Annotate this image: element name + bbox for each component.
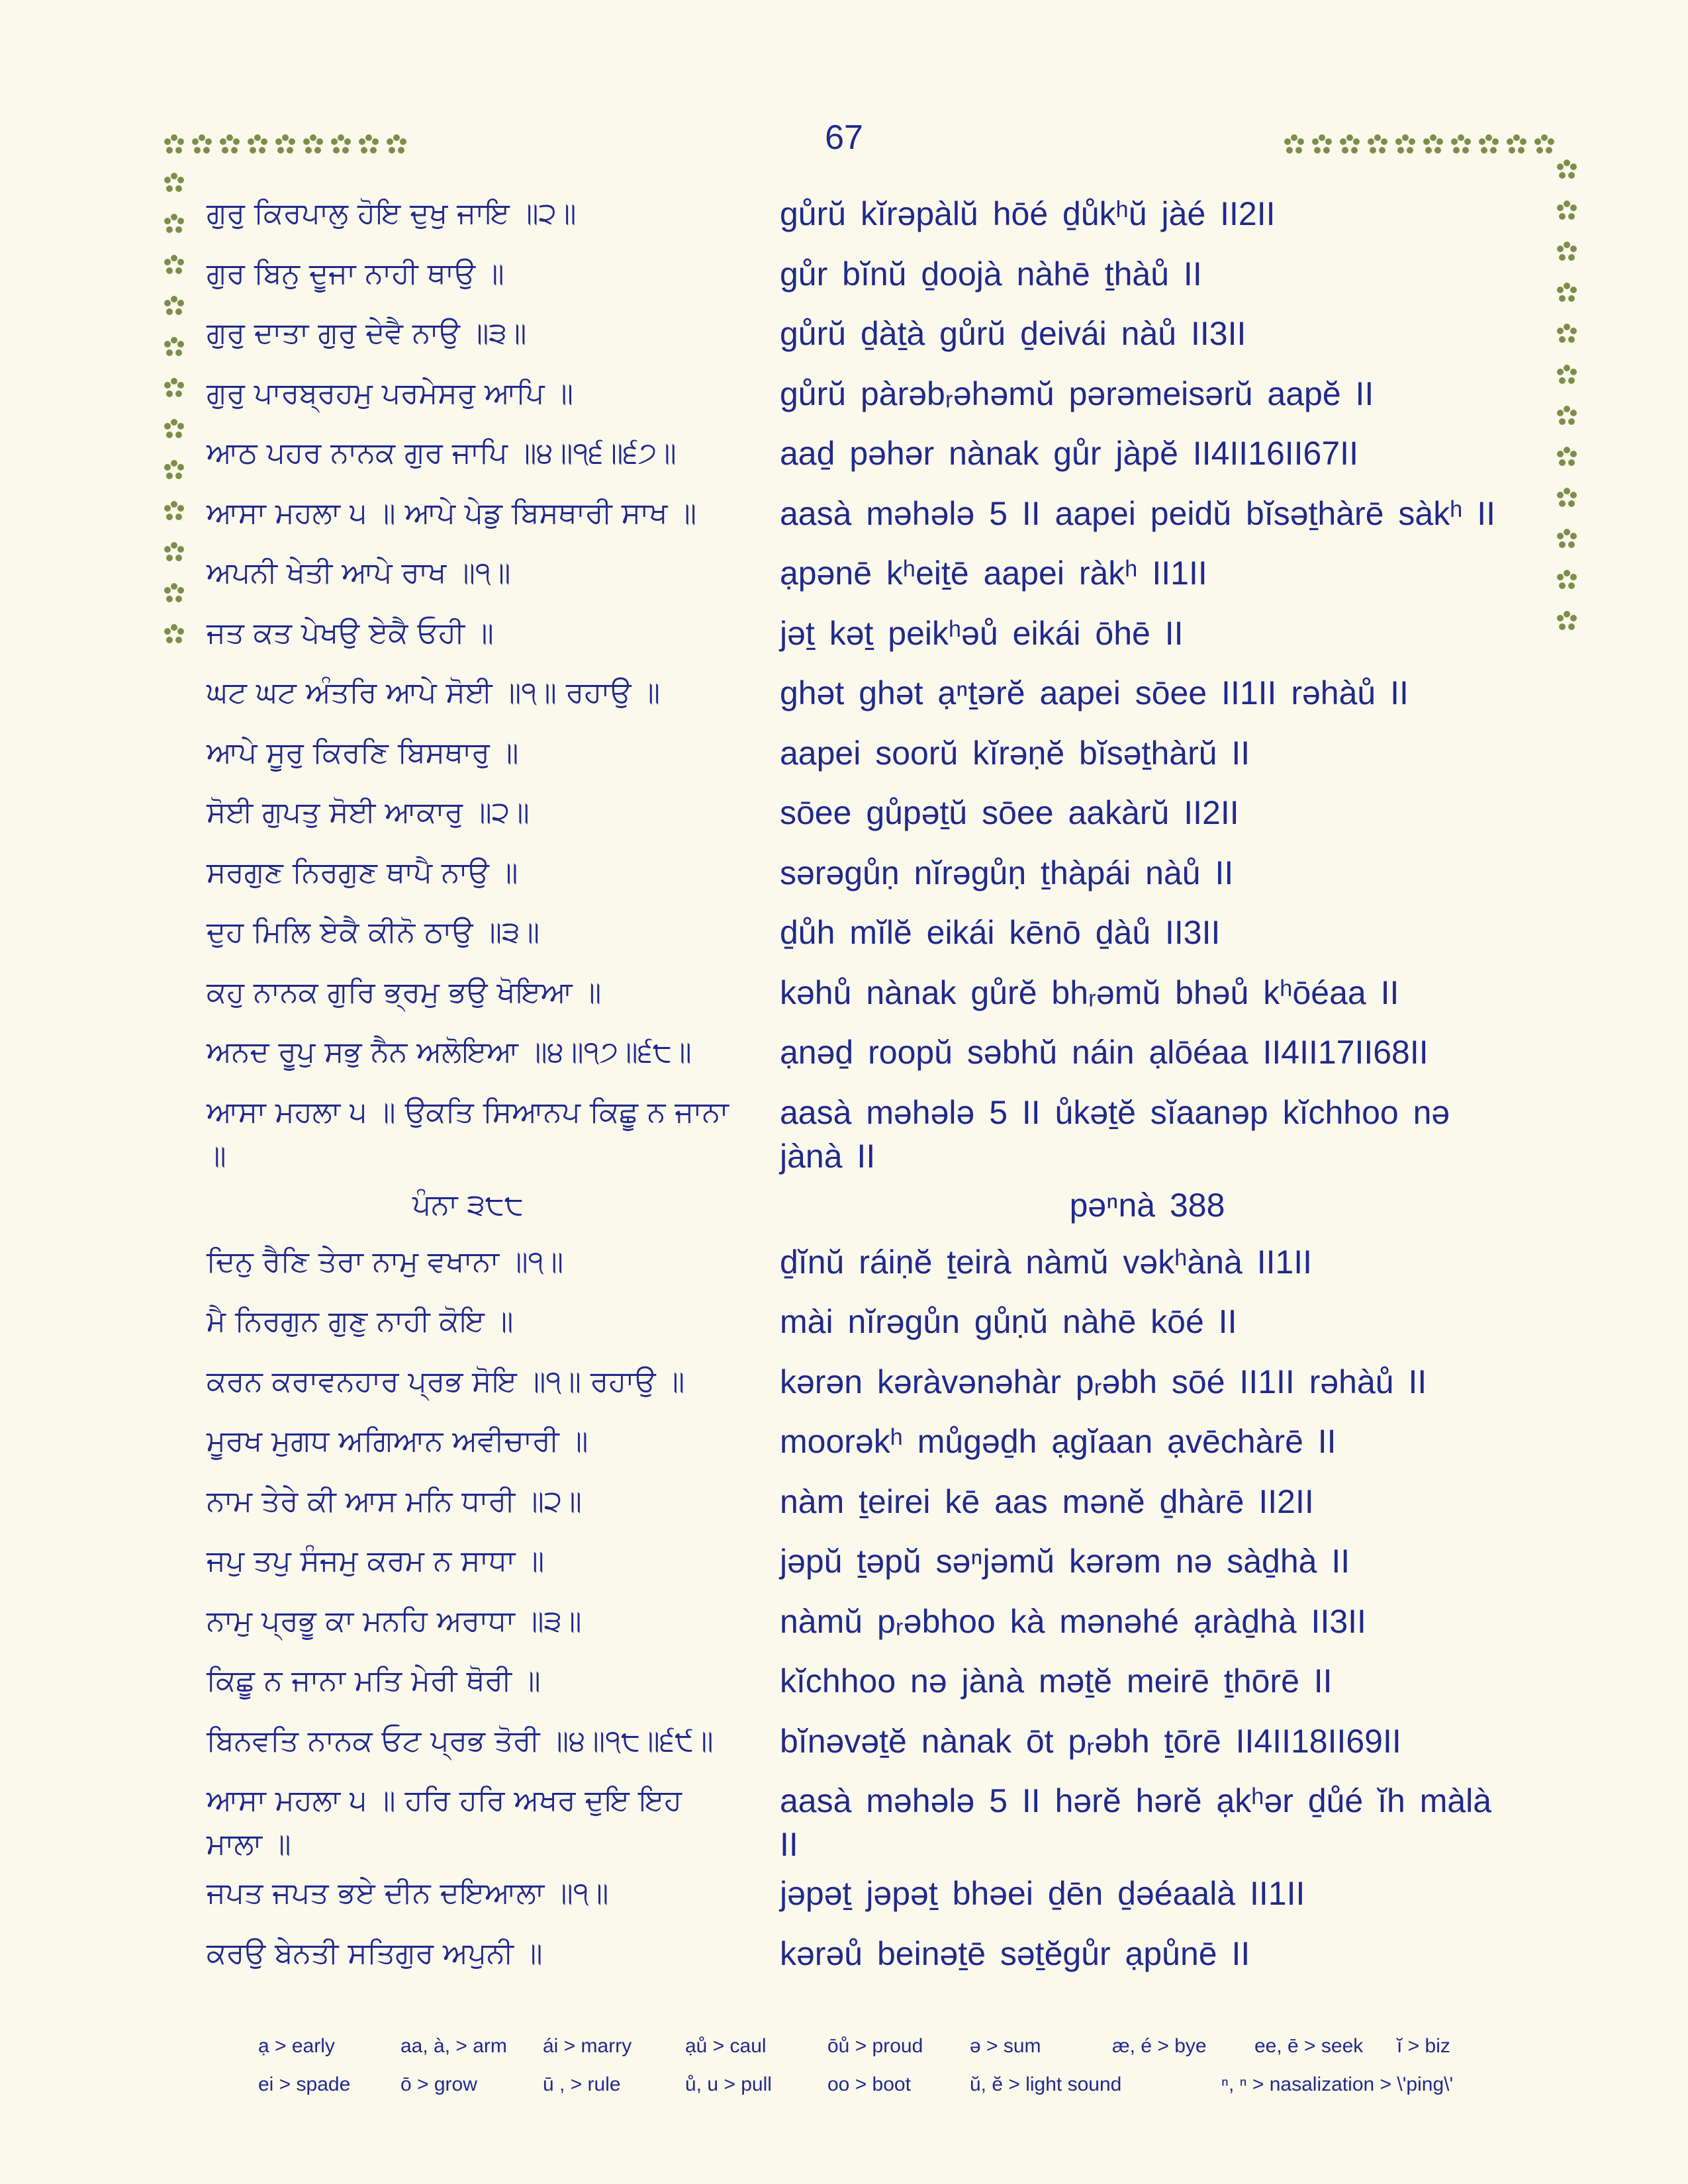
transliteration-text: kərən kəràvənəhàr pᵣəbh sōé II1II rəhàů II — [780, 1363, 1427, 1400]
flower-icon — [1365, 132, 1390, 158]
gurmukhi-text: ਜਪੁ ਤਪੁ ਸੰਜਮੁ ਕਰਮ ਨ ਸਾਧਾ ॥ — [207, 1544, 545, 1578]
transliteration-text: nàmŭ pᵣəbhoo kà mənəhé ạràḏhà II3II — [780, 1602, 1366, 1640]
verse-row — [0, 1030, 1688, 1091]
transliteration-text: gůrŭ kĭrəpàlŭ hōé ḏůkʰŭ jàé II2II — [780, 195, 1276, 232]
flower-icon — [384, 132, 409, 158]
ornament-border-top-right — [1282, 132, 1557, 159]
legend-item: ōů > proud — [827, 2035, 923, 2057]
verse-row — [0, 731, 1688, 792]
legend-item: ō > grow — [400, 2073, 477, 2095]
legend-item: ei > spade — [258, 2073, 351, 2095]
gurmukhi-text: ਕਰਉ ਬੇਨਤੀ ਸਤਿਗੁਰ ਅਪੁਨੀ ॥ — [207, 1936, 543, 1970]
gurmukhi-text: ਆਸਾ ਮਹਲਾ ੫ ॥ ਹਰਿ ਹਰਿ ਅਖਰ ਦੁਇ ਇਹ ਮਾਲਾ ॥ — [207, 1784, 682, 1861]
gurmukhi-text: ਸਰਗੁਣ ਨਿਰਗੁਣ ਥਾਪੈ ਨਾਉ ॥ — [207, 855, 518, 889]
flower-icon — [1421, 132, 1446, 158]
verse-row — [0, 492, 1688, 552]
transliteration-text: mài nĭrəgůn gůṇŭ nàhē kōé II — [780, 1303, 1237, 1340]
verse-row — [0, 1360, 1688, 1420]
gurmukhi-text: ਆਸਾ ਮਹਲਾ ੫ ॥ ਆਪੇ ਪੇਡੁ ਬਿਸਥਾਰੀ ਸਾਖ ॥ — [207, 496, 697, 530]
legend-item: ŭ, ĕ > light sound — [970, 2073, 1122, 2095]
legend-item: ə > sum — [970, 2035, 1041, 2057]
verse-row — [0, 192, 1688, 252]
legend-item: ee, ē > seek — [1254, 2035, 1364, 2057]
flower-icon — [1282, 132, 1307, 158]
gurmukhi-text: ਮੈ ਨਿਰਗੁਨ ਗੁਣੁ ਨਾਹੀ ਕੋਇ ॥ — [207, 1304, 514, 1338]
flower-icon — [301, 132, 326, 158]
legend-item: ĭ > biz — [1397, 2035, 1450, 2057]
legend-item: ū , > rule — [543, 2073, 621, 2095]
gurmukhi-text: ਨਾਮੁ ਪ੍ਰਭੂ ਕਾ ਮਨਹਿ ਅਰਾਧਾ ॥੩॥ — [207, 1604, 582, 1638]
gurmukhi-text: ਆਸਾ ਮਹਲਾ ੫ ॥ ਉਕਤਿ ਸਿਆਨਪ ਕਿਛੂ ਨ ਜਾਨਾ ॥ — [207, 1095, 729, 1173]
flower-icon — [1554, 158, 1579, 183]
transliteration-text: aapei soorŭ kĭrəṇĕ bĭsəṯhàrŭ II — [780, 734, 1250, 772]
verse-row — [0, 851, 1688, 911]
legend-item: oo > boot — [827, 2073, 911, 2095]
verse-row — [0, 1872, 1688, 1932]
verse-row — [0, 551, 1688, 612]
gurmukhi-text: ਅਪਨੀ ਖੇਤੀ ਆਪੇ ਰਾਖ ॥੧॥ — [207, 556, 511, 590]
legend-item: aa, à, > arm — [400, 2035, 507, 2057]
verse-list — [0, 192, 1688, 1991]
gurmukhi-text: ਕਹੁ ਨਾਨਕ ਗੁਰਿ ਭ੍ਰਮੁ ਭਉ ਖੋਇਆ ॥ — [207, 975, 602, 1009]
transliteration-text: gůrŭ pàrəbᵣəhəmŭ pərəmeisərŭ aapĕ II — [780, 375, 1374, 412]
gurmukhi-text: ਗੁਰ ਬਿਨੁ ਦੂਜਾ ਨਾਹੀ ਥਾਉ ॥ — [207, 256, 504, 291]
verse-row — [0, 1600, 1688, 1660]
legend-item: ái > marry — [543, 2035, 632, 2057]
legend-row — [258, 2073, 1556, 2112]
flower-icon — [1393, 132, 1418, 158]
flower-icon — [1504, 132, 1529, 158]
verse-row — [0, 791, 1688, 851]
gurmukhi-text: ਘਟ ਘਟ ਅੰਤਰਿ ਆਪੇ ਸੋਈ ॥੧॥ ਰਹਾਉ ॥ — [207, 676, 661, 709]
transliteration-text: jəṯ kəṯ peikʰəů eikái ōhē II — [780, 614, 1184, 652]
transliteration-text: ḏůh mĭlĕ eikái kēnō ḏàů II3II — [780, 914, 1221, 951]
flower-icon — [1448, 132, 1474, 158]
verse-row — [0, 1539, 1688, 1600]
verse-row — [0, 1719, 1688, 1780]
transliterated-page-marker: pəⁿnà 388 — [1069, 1186, 1225, 1224]
verse-row — [0, 1659, 1688, 1719]
gurmukhi-text: ਜਪਤ ਜਪਤ ਭਏ ਦੀਨ ਦਇਆਲਾ ॥੧॥ — [207, 1876, 609, 1910]
transliteration-text: ạpənē kʰeiṯē aapei ràkʰ II1II — [780, 555, 1207, 592]
transliteration-text: jəpŭ ṯəpŭ səⁿjəmŭ kərəm nə sàḏhà II — [780, 1543, 1350, 1580]
transliteration-text: kĭchhoo nə jànà məṯĕ meirē ṯhōrē II — [780, 1662, 1333, 1700]
flower-icon — [356, 132, 381, 158]
verse-row — [0, 1779, 1688, 1872]
gurmukhi-text: ਨਾਮ ਤੇਰੇ ਕੀ ਆਸ ਮਨਿ ਧਾਰੀ ॥੨॥ — [207, 1484, 582, 1518]
page-number: 67 — [825, 118, 863, 157]
transliteration-text: ḏĭnŭ ráiṇĕ ṯeirà nàmŭ vəkʰànà II1II — [780, 1243, 1313, 1281]
transliteration-text: ạnəḏ roopŭ səbhŭ náin ạlōéaa II4II17II68II — [780, 1034, 1429, 1071]
legend-item: ⁿ, ⁿ > nasalization > \'ping\' — [1221, 2073, 1454, 2095]
verse-row — [0, 432, 1688, 492]
gurmukhi-page-marker: ਪੰਨਾ ੩੮੮ — [412, 1187, 524, 1222]
transliteration-text: bĭnəvəṯĕ nànak ōt pᵣəbh ṯōrē II4II18II69II — [780, 1722, 1401, 1760]
flower-icon — [217, 132, 242, 158]
verse-row — [0, 671, 1688, 731]
gurmukhi-text: ਆਠ ਪਹਰ ਨਾਨਕ ਗੁਰ ਜਾਪਿ ॥੪॥੧੬॥੬੭॥ — [207, 436, 677, 470]
gurmukhi-text: ਆਪੇ ਸੂਰੁ ਕਿਰਣਿ ਬਿਸਥਾਰੁ ॥ — [207, 735, 519, 770]
gurmukhi-text: ਗੁਰੁ ਦਾਤਾ ਗੁਰੁ ਦੇਵੈ ਨਾਉ ॥੩॥ — [207, 316, 527, 350]
legend-item: ạů > caul — [685, 2035, 767, 2057]
verse-row — [0, 1240, 1688, 1300]
flower-icon — [1532, 132, 1557, 158]
transliteration-text: gůr bĭnŭ ḏoojà nàhē ṯhàů II — [780, 255, 1202, 293]
flower-icon — [1476, 132, 1501, 158]
verse-row — [0, 612, 1688, 672]
transliteration-text: aaḏ pəhər nànak gůr jàpĕ II4II16II67II — [780, 435, 1358, 472]
transliteration-text: aasà məhələ 5 II hərĕ hərĕ ạkʰər ḏůé ĭh màlà II — [780, 1782, 1492, 1863]
gurmukhi-text: ਗੁਰੁ ਕਿਰਪਾਲੁ ਹੋਇ ਦੁਖੁ ਜਾਇ ॥੨॥ — [207, 197, 577, 230]
flower-icon — [328, 132, 353, 158]
gurmukhi-text: ਅਨਦ ਰੂਪੁ ਸਭੁ ਨੈਨ ਅਲੋਇਆ ॥੪॥੧੭॥੬੮॥ — [207, 1035, 692, 1069]
legend-item: ů, u > pull — [685, 2073, 772, 2095]
legend-item: ạ > early — [258, 2035, 335, 2057]
verse-row — [0, 1480, 1688, 1540]
gurmukhi-text: ਮੂਰਖ ਮੁਗਧ ਅਗਿਆਨ ਅਵੀਚਾਰੀ ॥ — [207, 1424, 588, 1458]
gurmukhi-text: ਬਿਨਵਤਿ ਨਾਨਕ ਓਟ ਪ੍ਰਭ ਤੋਰੀ ॥੪॥੧੮॥੬੯॥ — [207, 1723, 714, 1758]
transliteration-text: moorəkʰ můgəḏh ạgĭaan ạvēchàrē II — [780, 1423, 1336, 1460]
transliteration-text: aasà məhələ 5 II ůkəṯĕ sĭaanəp kĭchhoo nə jànà II — [780, 1093, 1450, 1175]
gurmukhi-text: ਦੁਹ ਮਿਲਿ ਏਕੈ ਕੀਨੋ ਠਾਉ ॥੩॥ — [207, 915, 540, 949]
verse-row — [0, 1300, 1688, 1360]
transliteration-text: gůrŭ ḏàṯà gůrŭ ḏeivái nàů II3II — [780, 315, 1246, 352]
legend-item: æ, é > bye — [1112, 2035, 1207, 2057]
gurmukhi-text: ਕਰਨ ਕਰਾਵਨਹਾਰ ਪ੍ਰਭ ਸੋਇ ॥੧॥ ਰਹਾਉ ॥ — [207, 1364, 685, 1398]
verse-row — [0, 971, 1688, 1031]
gurmukhi-text: ਦਿਨੁ ਰੈਣਿ ਤੇਰਾ ਨਾਮੁ ਵਖਾਨਾ ॥੧॥ — [207, 1244, 564, 1279]
flower-icon — [162, 132, 187, 158]
gurmukhi-text: ਸੋਈ ਗੁਪਤੁ ਸੋਈ ਆਕਾਰੁ ॥੨॥ — [207, 796, 530, 829]
transliteration-text: kərəů beinəṯē səṯĕgůr ạpůnē II — [780, 1934, 1250, 1972]
transliteration-text: kəhů nànak gůrĕ bhᵣəmŭ bhəů kʰōéaa II — [780, 974, 1399, 1011]
verse-row — [0, 312, 1688, 372]
verse-row — [0, 372, 1688, 432]
pronunciation-legend — [258, 2035, 1556, 2112]
verse-row — [0, 1932, 1688, 1992]
gurmukhi-text: ਕਿਛੂ ਨ ਜਾਨਾ ਮਤਿ ਮੇਰੀ ਥੋਰੀ ॥ — [207, 1664, 541, 1698]
transliteration-text: ghət ghət ạⁿṯərĕ aapei sōee II1II rəhàů II — [780, 674, 1409, 711]
flower-icon — [1309, 132, 1335, 158]
verse-row — [0, 1091, 1688, 1183]
transliteration-text: aasà məhələ 5 II aapei peidŭ bĭsəṯhàrē sàkʰ II — [780, 494, 1496, 532]
gurmukhi-text: ਗੁਰੁ ਪਾਰਬ੍ਰਹਮੁ ਪਰਮੇਸਰੁ ਆਪਿ ॥ — [207, 376, 574, 410]
transliteration-text: jəpəṯ jəpəṯ bhəei ḏēn ḏəéaalà II1II — [780, 1875, 1305, 1912]
transliteration-text: sərəgůṇ nĭrəgůṇ ṯhàpái nàů II — [780, 854, 1234, 891]
flower-icon — [1337, 132, 1362, 158]
verse-row — [0, 911, 1688, 971]
gurmukhi-text: ਜਤ ਕਤ ਪੇਖਉ ਏਕੈ ਓਹੀ ॥ — [207, 615, 494, 650]
ornament-border-top-left — [162, 132, 409, 159]
transliteration-text: sōee gůpəṯŭ sōee aakàrŭ II2II — [780, 794, 1239, 831]
transliteration-text: nàm ṯeirei kē aas mənĕ ḏhàrē II2II — [780, 1482, 1314, 1520]
verse-row — [0, 252, 1688, 312]
flower-icon — [189, 132, 214, 158]
flower-icon — [273, 132, 298, 158]
flower-icon — [245, 132, 270, 158]
verse-row — [0, 1420, 1688, 1480]
page-marker-row — [0, 1183, 1688, 1240]
legend-row — [258, 2035, 1556, 2073]
